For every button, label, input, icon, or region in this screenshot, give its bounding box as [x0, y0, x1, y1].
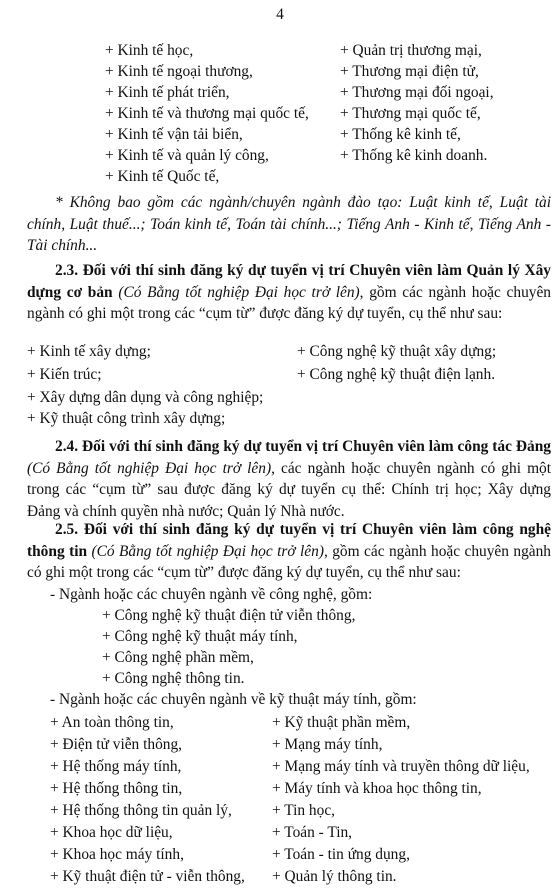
list-item: + Thương mại quốc tế, — [340, 105, 481, 122]
section-2-4-paragraph — [27, 436, 551, 522]
list-item: + Hệ thống thông tin, — [50, 780, 183, 797]
list-item: + Hệ thống thông tin quản lý, — [50, 802, 232, 819]
list-item: + Kỹ thuật phần mềm, — [272, 714, 411, 731]
group-title-technology: - Ngành hoặc các chuyên ngành về công nghệ, gồm: — [50, 586, 373, 603]
list-item: + Toán - tin ứng dụng, — [272, 846, 410, 863]
list-item: + Hệ thống máy tính, — [50, 758, 182, 775]
list-item: + Thống kê kinh tế, — [340, 126, 461, 143]
section-2-5-body: , gồm các ngành hoặc chuyên ngành có ghi một trong các “cụm từ” được đăng ký dự tuyển, cụ thể như sau: — [27, 542, 551, 581]
list-item: + Quản lý thông tin. — [272, 868, 397, 885]
section-2-3-body: , gồm các ngành hoặc chuyên ngành có ghi một trong các “cụm từ” được đăng ký dự tuyển, cụ thể như sau: — [27, 283, 551, 322]
list-item: + Khoa học dữ liệu, — [50, 824, 173, 841]
list-item: + Máy tính và khoa học thông tin, — [272, 780, 482, 797]
section-2-4-heading: 2.4. Đối với thí sinh đăng ký dự tuyển vị trí Chuyên viên làm công tác Đảng — [55, 438, 551, 455]
list-item: + An toàn thông tin, — [50, 714, 174, 731]
list-item: + Công nghệ kỹ thuật điện tử viễn thông, — [102, 607, 356, 624]
section-2-5-paragraph — [27, 519, 551, 584]
section-2-3-heading: 2.3. Đối với thí sinh đăng ký dự tuyển vị trí Chuyên viên làm Quản lý Xây dựng cơ bản — [27, 262, 551, 301]
exclusion-note: * Không bao gồm các ngành/chuyên ngành đào tạo: Luật kinh tế, Luật tài chính, Luật thuế...; Toán kinh tế, Toán tài chính...; Tiếng Anh - Kinh tế, Tiếng Anh - Tài chính... — [27, 194, 551, 254]
list-item: + Thương mại điện tử, — [340, 63, 479, 80]
list-item: + Thương mại đối ngoại, — [340, 84, 494, 101]
list-item: + Kiến trúc; — [27, 366, 102, 383]
list-item: + Công nghệ kỹ thuật xây dựng; — [297, 343, 497, 360]
page-number: 4 — [276, 6, 284, 23]
list-item: + Công nghệ thông tin. — [102, 670, 245, 687]
qualification-note: (Có Bằng tốt nghiệp Đại học trở lên) — [27, 459, 272, 477]
list-item: + Quản trị thương mại, — [340, 42, 482, 59]
list-item: + Xây dựng dân dụng và công nghiệp; — [27, 389, 264, 406]
list-item: + Kỹ thuật điện tử - viễn thông, — [50, 868, 245, 885]
list-item: + Công nghệ kỹ thuật điện lạnh. — [297, 366, 496, 383]
group-title-computer-engineering: - Ngành hoặc các chuyên ngành về kỹ thuật máy tính, gồm: — [50, 691, 417, 708]
list-item: + Kinh tế Quốc tế, — [105, 168, 220, 185]
list-item: + Kinh tế và thương mại quốc tế, — [105, 105, 309, 122]
qualification-note: (Có Bằng tốt nghiệp Đại học trở lên) — [118, 283, 360, 301]
qualification-note: (Có Bằng tốt nghiệp Đại học trở lên) — [91, 542, 324, 560]
section-2-5-heading: 2.5. Đối với thí sinh đăng ký dự tuyển vị trí Chuyên viên làm công nghệ thông tin — [27, 521, 551, 560]
list-item: + Tin học, — [272, 802, 335, 819]
list-item: + Kinh tế học, — [105, 42, 194, 59]
list-item: + Kỹ thuật công trình xây dựng; — [27, 410, 226, 427]
list-item: + Điện tử viễn thông, — [50, 736, 183, 753]
list-item: + Toán - Tin, — [272, 824, 353, 841]
list-item: + Kinh tế và quản lý công, — [105, 147, 269, 164]
section-2-4-body: , các ngành hoặc chuyên ngành có ghi một trong các “cụm từ” sau được đăng ký dự tuyển cụ thể: Chính trị học; Xây dựng Đảng và chính quyền nhà nước; Quản lý Nhà nước. — [27, 459, 552, 520]
list-item: + Mạng máy tính, — [272, 736, 383, 753]
list-item: + Công nghệ kỹ thuật máy tính, — [102, 628, 298, 645]
list-item: + Mạng máy tính và truyền thông dữ liệu, — [272, 758, 530, 775]
list-item: + Công nghệ phần mềm, — [102, 649, 254, 666]
section-2-3-paragraph — [27, 260, 551, 325]
list-item: + Khoa học máy tính, — [50, 846, 184, 863]
list-item: + Kinh tế vận tải biển, — [105, 126, 243, 143]
list-item: + Kinh tế phát triển, — [105, 84, 230, 101]
list-item: + Kinh tế xây dựng; — [27, 343, 151, 360]
list-item: + Thống kê kinh doanh. — [340, 147, 488, 164]
list-item: + Kinh tế ngoại thương, — [105, 63, 253, 80]
